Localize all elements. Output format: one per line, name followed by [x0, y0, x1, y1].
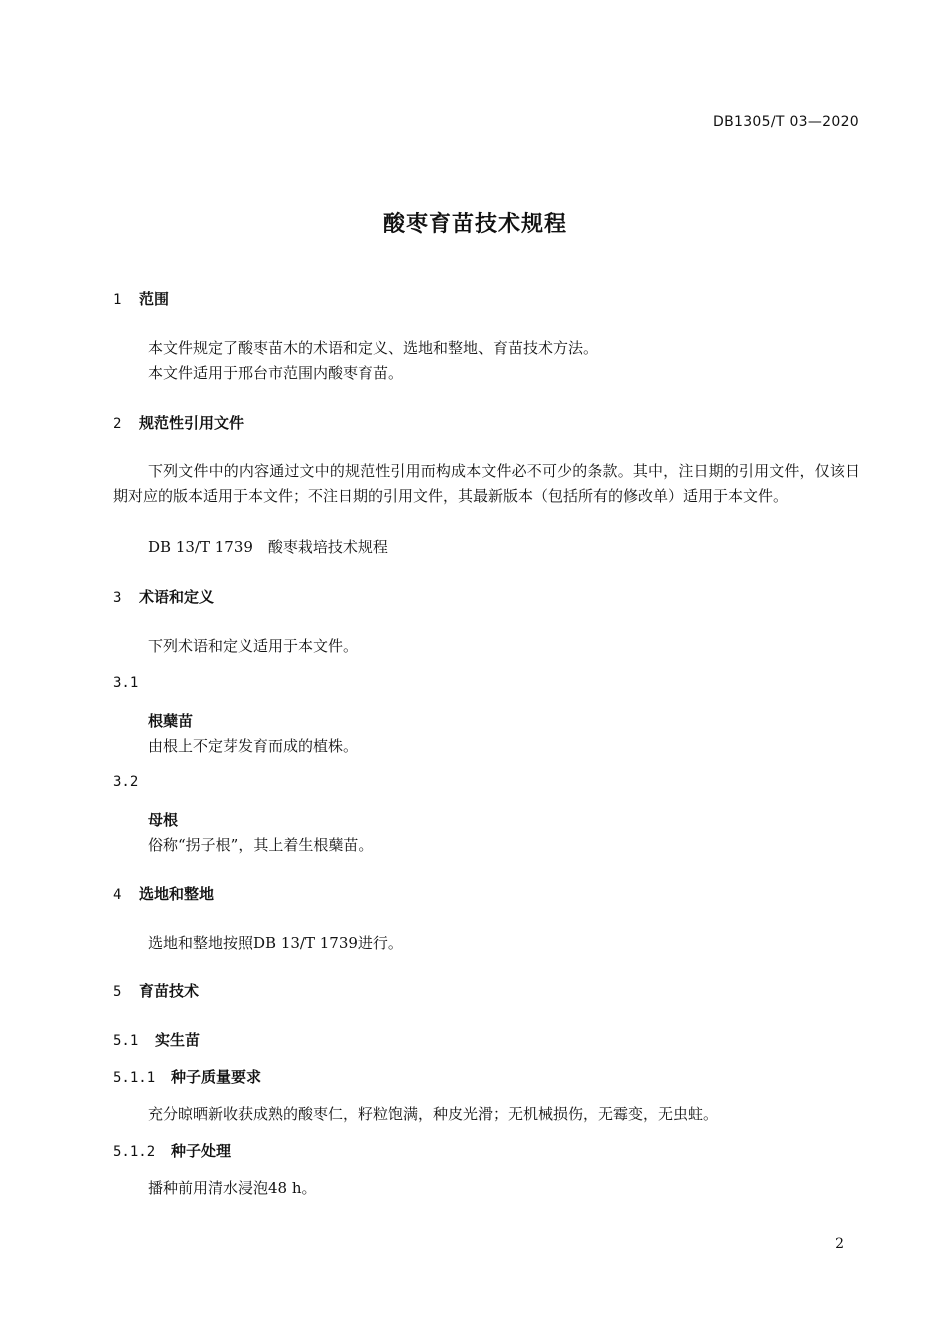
terms-intro: 下列术语和定义适用于本文件。: [148, 637, 359, 655]
section-title: 范围: [139, 290, 170, 308]
term-3-2-name: 母根: [148, 811, 179, 829]
scope-line-1: 本文件规定了酸枣苗木的术语和定义、选地和整地、育苗技术方法。: [148, 339, 599, 357]
page-number: 2: [835, 1236, 844, 1252]
section-4-heading: [113, 883, 214, 904]
section-title: 种子质量要求: [171, 1068, 262, 1086]
section-number: 4: [113, 887, 122, 903]
site-preparation-text: 选地和整地按照DB 13/T 1739进行。: [148, 934, 403, 952]
subsection-5-1-heading: [113, 1029, 200, 1050]
section-title: 规范性引用文件: [139, 414, 245, 432]
term-3-1-number: 3.1: [113, 675, 139, 691]
section-number: 5.1: [113, 1033, 139, 1049]
seed-quality-text: 充分晾晒新收获成熟的酸枣仁，籽粒饱满，种皮光滑；无机械损伤，无霉变，无虫蛀。: [148, 1105, 719, 1123]
document-code: DB1305/T 03—2020: [713, 114, 859, 130]
section-1-heading: [113, 288, 169, 309]
section-5-heading: [113, 980, 199, 1001]
section-title: 育苗技术: [139, 982, 200, 1000]
reference-entry: DB 13/T 1739 酸枣栽培技术规程: [148, 538, 388, 556]
document-title: 酸枣育苗技术规程: [382, 212, 567, 237]
normative-references-paragraph: 下列文件中的内容通过文中的规范性引用而构成本文件必不可少的条款。其中，注日期的引用文件，仅该日期对应的版本适用于本文件；不注日期的引用文件，其最新版本（包括所有的修改单）适用于本文件。: [113, 462, 860, 505]
section-number: 5.1.2: [113, 1144, 156, 1160]
section-number: 2: [113, 416, 122, 432]
section-title: 术语和定义: [139, 588, 215, 606]
term-3-2-definition: 俗称“拐子根”，其上着生根蘖苗。: [148, 836, 374, 854]
section-title: 实生苗: [155, 1031, 201, 1049]
section-title: 选地和整地: [139, 885, 215, 903]
section-3-heading: [113, 586, 214, 607]
term-3-2-number: 3.2: [113, 774, 139, 790]
section-number: 5: [113, 984, 122, 1000]
section-title: 种子处理: [171, 1142, 232, 1160]
term-3-1-definition: 由根上不定芽发育而成的植株。: [148, 737, 359, 755]
section-number: 1: [113, 292, 122, 308]
subsection-5-1-2-heading: [113, 1140, 231, 1161]
section-number: 5.1.1: [113, 1070, 156, 1086]
term-3-1-name: 根蘖苗: [148, 712, 194, 730]
seed-treatment-text: 播种前用清水浸泡48 h。: [148, 1179, 317, 1197]
scope-line-2: 本文件适用于邢台市范围内酸枣育苗。: [148, 364, 404, 382]
section-number: 3: [113, 590, 122, 606]
section-2-heading: [113, 412, 244, 433]
subsection-5-1-1-heading: [113, 1066, 261, 1087]
